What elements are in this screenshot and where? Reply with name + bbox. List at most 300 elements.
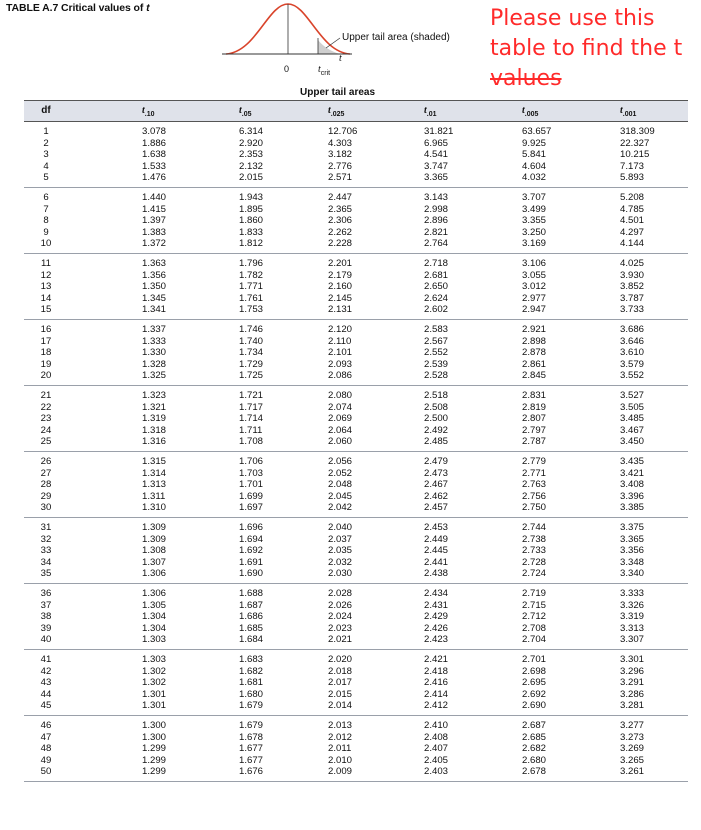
df-cell: 49 (40, 754, 52, 766)
value-cell: 3.273 (620, 731, 645, 743)
table-title-variable: t (146, 2, 150, 14)
df-cell: 47 (40, 731, 52, 743)
df-cell: 10 (40, 238, 52, 250)
value-cell: 2.719 (522, 588, 547, 599)
header-t05-sub: .05 (241, 111, 252, 118)
value-cell: 1.753 (239, 304, 264, 316)
value-cell: 2.080 (328, 390, 353, 401)
value-cell: 1.681 (239, 677, 264, 689)
value-cell: 1.308 (142, 545, 167, 557)
table-row (24, 588, 688, 600)
value-cell: 2.020 (328, 654, 353, 665)
value-cell: 2.447 (328, 192, 353, 203)
row-group (24, 254, 688, 320)
value-cell: 3.396 (620, 490, 645, 502)
value-cell: 3.365 (620, 533, 645, 545)
handwritten-note (490, 4, 700, 94)
value-cell: 2.779 (522, 456, 547, 467)
header-t05 (239, 105, 252, 118)
value-cell: 1.299 (142, 743, 167, 755)
value-cell: 2.093 (328, 358, 353, 370)
shaded-tail-area (318, 40, 340, 54)
value-cell: 2.132 (239, 160, 264, 172)
header-t01 (424, 105, 437, 118)
df-cell: 6 (43, 192, 49, 203)
df-cell: 50 (40, 766, 52, 778)
value-cell: 1.350 (142, 281, 167, 293)
value-cell: 5.841 (522, 149, 547, 161)
value-cell: 2.878 (522, 347, 547, 359)
value-cell: 1.638 (142, 149, 167, 161)
table-row (24, 436, 688, 448)
value-cell: 2.583 (424, 324, 449, 335)
value-cell: 2.947 (522, 304, 547, 316)
value-cell: 2.571 (328, 172, 353, 184)
value-cell: 2.771 (522, 467, 547, 479)
header-t01-sub: .01 (426, 111, 437, 118)
value-cell: 1.708 (239, 436, 264, 448)
value-cell: 2.445 (424, 545, 449, 557)
shaded-area-label: Upper tail area (shaded) (342, 32, 450, 43)
value-cell: 2.037 (328, 533, 353, 545)
value-cell: 2.145 (328, 292, 353, 304)
value-cell: 2.453 (424, 522, 449, 533)
value-cell: 2.831 (522, 390, 547, 401)
value-cell: 4.541 (424, 149, 449, 161)
table-row (24, 534, 688, 546)
value-cell: 3.485 (620, 413, 645, 425)
value-cell: 3.250 (522, 226, 547, 238)
table-row (24, 390, 688, 402)
value-cell: 1.690 (239, 568, 264, 580)
table-row (24, 258, 688, 270)
table-row (24, 600, 688, 612)
value-cell: 4.032 (522, 172, 547, 184)
value-cell: 4.303 (328, 137, 353, 149)
axis-variable-label: t (339, 53, 342, 64)
value-cell: 4.604 (522, 160, 547, 172)
value-cell: 3.610 (620, 347, 645, 359)
value-cell: 2.692 (522, 688, 547, 700)
value-cell: 3.787 (620, 292, 645, 304)
df-cell: 35 (40, 568, 52, 580)
value-cell: 2.018 (328, 665, 353, 677)
value-cell: 3.106 (522, 258, 547, 269)
value-cell: 1.316 (142, 436, 167, 448)
header-t10-sub: .10 (144, 111, 155, 118)
value-cell: 10.215 (620, 149, 650, 161)
header-t025-sub: .025 (330, 111, 345, 118)
value-cell: 3.421 (620, 467, 645, 479)
table-row (24, 161, 688, 173)
table-row (24, 227, 688, 239)
note-line-2: table to find the t (490, 36, 683, 61)
value-cell: 2.567 (424, 335, 449, 347)
value-cell: 2.024 (328, 611, 353, 623)
df-cell: 2 (43, 137, 49, 149)
df-cell: 8 (43, 215, 49, 227)
table-row (24, 270, 688, 282)
df-cell: 34 (40, 556, 52, 568)
header-t025 (328, 105, 344, 118)
table-row (24, 545, 688, 557)
value-cell: 2.418 (424, 665, 449, 677)
row-group (24, 716, 688, 782)
value-cell: 1.319 (142, 413, 167, 425)
value-cell: 2.416 (424, 677, 449, 689)
value-cell: 4.785 (620, 203, 645, 215)
row-group (24, 452, 688, 518)
value-cell: 1.323 (142, 390, 167, 401)
value-cell: 2.101 (328, 347, 353, 359)
value-cell: 2.797 (522, 424, 547, 436)
value-cell: 2.479 (424, 456, 449, 467)
value-cell: 318.309 (620, 126, 655, 137)
value-cell: 22.327 (620, 137, 650, 149)
value-cell: 6.314 (239, 126, 264, 137)
value-cell: 2.410 (424, 720, 449, 731)
value-cell: 2.069 (328, 413, 353, 425)
value-cell: 2.690 (522, 700, 547, 712)
value-cell: 1.476 (142, 172, 167, 184)
value-cell: 2.896 (424, 215, 449, 227)
df-cell: 39 (40, 622, 52, 634)
df-cell: 21 (40, 390, 52, 401)
df-cell: 3 (43, 149, 49, 161)
value-cell: 1.533 (142, 160, 167, 172)
value-cell: 1.313 (142, 479, 167, 491)
value-cell: 1.311 (142, 490, 166, 502)
value-cell: 1.372 (142, 238, 167, 250)
value-cell: 1.711 (239, 424, 263, 436)
df-cell: 43 (40, 677, 52, 689)
value-cell: 9.925 (522, 137, 547, 149)
header-t001-sub: .001 (622, 111, 637, 118)
value-cell: 2.408 (424, 731, 449, 743)
header-t005-main: t (522, 105, 525, 116)
table-row (24, 293, 688, 305)
value-cell: 2.715 (522, 599, 547, 611)
value-cell: 3.499 (522, 203, 547, 215)
df-cell: 24 (40, 424, 52, 436)
value-cell: 1.734 (239, 347, 264, 359)
header-t01-main: t (424, 105, 427, 116)
value-cell: 2.179 (328, 269, 353, 281)
table-row (24, 491, 688, 503)
value-cell: 2.650 (424, 281, 449, 293)
table-row (24, 172, 688, 184)
df-cell: 29 (40, 490, 52, 502)
value-cell: 2.015 (239, 172, 264, 184)
value-cell: 1.682 (239, 665, 264, 677)
row-group (24, 584, 688, 650)
value-cell: 1.356 (142, 269, 167, 281)
value-cell: 2.756 (522, 490, 547, 502)
table-row (24, 336, 688, 348)
value-cell: 3.527 (620, 390, 645, 401)
value-cell: 2.023 (328, 622, 353, 634)
value-cell: 2.528 (424, 370, 449, 382)
table-row (24, 689, 688, 701)
value-cell: 2.438 (424, 568, 449, 580)
value-cell: 1.337 (142, 324, 167, 335)
value-cell: 3.505 (620, 401, 645, 413)
header-t05-main: t (239, 105, 242, 116)
value-cell: 1.691 (239, 556, 264, 568)
value-cell: 1.687 (239, 599, 264, 611)
value-cell: 2.750 (522, 502, 547, 514)
value-cell: 2.500 (424, 413, 449, 425)
value-cell: 1.680 (239, 688, 264, 700)
value-cell: 1.685 (239, 622, 264, 634)
df-cell: 9 (43, 226, 49, 238)
upper-tail-caption: Upper tail areas (300, 87, 376, 98)
value-cell: 2.160 (328, 281, 353, 293)
value-cell: 2.681 (424, 269, 449, 281)
df-cell: 17 (40, 335, 52, 347)
table-row (24, 479, 688, 491)
value-cell: 2.708 (522, 622, 547, 634)
value-cell: 2.807 (522, 413, 547, 425)
table-row (24, 138, 688, 150)
df-cell: 38 (40, 611, 52, 623)
value-cell: 2.920 (239, 137, 264, 149)
value-cell: 1.330 (142, 347, 167, 359)
value-cell: 2.429 (424, 611, 449, 623)
value-cell: 4.501 (620, 215, 645, 227)
value-cell: 2.035 (328, 545, 353, 557)
value-cell: 2.698 (522, 665, 547, 677)
df-cell: 45 (40, 700, 52, 712)
value-cell: 1.717 (239, 401, 264, 413)
value-cell: 1.299 (142, 766, 167, 778)
value-cell: 2.539 (424, 358, 449, 370)
table-header-row (24, 100, 688, 122)
value-cell: 1.721 (239, 390, 264, 401)
row-group (24, 650, 688, 716)
value-cell: 3.340 (620, 568, 645, 580)
table-row (24, 456, 688, 468)
value-cell: 1.678 (239, 731, 264, 743)
value-cell: 2.228 (328, 238, 353, 250)
df-cell: 20 (40, 370, 52, 382)
value-cell: 3.296 (620, 665, 645, 677)
table-row (24, 425, 688, 437)
value-cell: 2.508 (424, 401, 449, 413)
value-cell: 1.305 (142, 599, 167, 611)
value-cell: 4.144 (620, 238, 645, 250)
row-group (24, 122, 688, 188)
value-cell: 3.307 (620, 634, 645, 646)
value-cell: 2.431 (424, 599, 449, 611)
value-cell: 2.060 (328, 436, 353, 448)
value-cell: 2.407 (424, 743, 449, 755)
value-cell: 3.435 (620, 456, 645, 467)
value-cell: 3.686 (620, 324, 645, 335)
value-cell: 1.761 (239, 292, 264, 304)
value-cell: 1.740 (239, 335, 264, 347)
value-cell: 1.696 (239, 522, 264, 533)
value-cell: 2.738 (522, 533, 547, 545)
value-cell: 1.304 (142, 622, 167, 634)
value-cell: 2.414 (424, 688, 449, 700)
value-cell: 4.297 (620, 226, 645, 238)
df-cell: 48 (40, 743, 52, 755)
value-cell: 1.677 (239, 743, 264, 755)
df-cell: 25 (40, 436, 52, 448)
value-cell: 2.426 (424, 622, 449, 634)
value-cell: 1.299 (142, 754, 167, 766)
value-cell: 2.998 (424, 203, 449, 215)
table-row (24, 215, 688, 227)
row-group (24, 320, 688, 386)
value-cell: 1.397 (142, 215, 167, 227)
value-cell: 2.921 (522, 324, 547, 335)
value-cell: 2.728 (522, 556, 547, 568)
df-cell: 12 (40, 269, 52, 281)
table-row (24, 666, 688, 678)
df-cell: 26 (40, 456, 52, 467)
value-cell: 2.021 (328, 634, 353, 646)
value-cell: 2.718 (424, 258, 449, 269)
value-cell: 1.309 (142, 533, 167, 545)
table-row (24, 413, 688, 425)
value-cell: 2.680 (522, 754, 547, 766)
value-cell: 3.326 (620, 599, 645, 611)
value-cell: 3.301 (620, 654, 645, 665)
value-cell: 2.733 (522, 545, 547, 557)
value-cell: 3.261 (620, 766, 645, 778)
value-cell: 1.306 (142, 568, 167, 580)
critical-values-table (24, 100, 688, 782)
table-row (24, 468, 688, 480)
value-cell: 2.845 (522, 370, 547, 382)
value-cell: 1.363 (142, 258, 167, 269)
value-cell: 3.182 (328, 149, 353, 161)
df-cell: 36 (40, 588, 52, 599)
value-cell: 3.319 (620, 611, 645, 623)
value-cell: 2.518 (424, 390, 449, 401)
value-cell: 3.265 (620, 754, 645, 766)
value-cell: 1.697 (239, 502, 264, 514)
value-cell: 1.315 (142, 456, 167, 467)
value-cell: 1.706 (239, 456, 264, 467)
value-cell: 2.434 (424, 588, 449, 599)
value-cell: 1.306 (142, 588, 167, 599)
value-cell: 1.415 (142, 203, 167, 215)
value-cell: 3.286 (620, 688, 645, 700)
value-cell: 2.485 (424, 436, 449, 448)
value-cell: 2.012 (328, 731, 353, 743)
value-cell: 3.707 (522, 192, 547, 203)
df-cell: 33 (40, 545, 52, 557)
value-cell: 1.683 (239, 654, 264, 665)
value-cell: 3.747 (424, 160, 449, 172)
value-cell: 1.895 (239, 203, 264, 215)
value-cell: 12.706 (328, 126, 358, 137)
value-cell: 2.682 (522, 743, 547, 755)
value-cell: 1.833 (239, 226, 264, 238)
table-row (24, 766, 688, 778)
value-cell: 3.269 (620, 743, 645, 755)
df-cell: 22 (40, 401, 52, 413)
header-t005-sub: .005 (524, 111, 539, 118)
df-cell: 46 (40, 720, 52, 731)
value-cell: 3.277 (620, 720, 645, 731)
value-cell: 2.014 (328, 700, 353, 712)
value-cell: 1.729 (239, 358, 264, 370)
value-cell: 1.328 (142, 358, 167, 370)
value-cell: 2.086 (328, 370, 353, 382)
value-cell: 2.015 (328, 688, 353, 700)
t-crit-label (318, 64, 330, 77)
note-line-3: values (490, 66, 562, 91)
value-cell: 2.695 (522, 677, 547, 689)
value-cell: 1.686 (239, 611, 264, 623)
value-cell: 1.333 (142, 335, 167, 347)
value-cell: 1.307 (142, 556, 167, 568)
header-t001-main: t (620, 105, 623, 116)
table-row (24, 755, 688, 767)
value-cell: 2.353 (239, 149, 264, 161)
header-t005 (522, 105, 538, 118)
t-crit-sub: crit (320, 70, 331, 77)
value-cell: 1.301 (142, 688, 167, 700)
value-cell: 2.412 (424, 700, 449, 712)
value-cell: 1.812 (239, 238, 264, 250)
value-cell: 2.624 (424, 292, 449, 304)
value-cell: 1.860 (239, 215, 264, 227)
row-group (24, 518, 688, 584)
value-cell: 1.694 (239, 533, 264, 545)
df-cell: 18 (40, 347, 52, 359)
value-cell: 2.687 (522, 720, 547, 731)
value-cell: 1.886 (142, 137, 167, 149)
value-cell: 2.120 (328, 324, 353, 335)
value-cell: 3.281 (620, 700, 645, 712)
df-cell: 27 (40, 467, 52, 479)
table-row (24, 743, 688, 755)
value-cell: 2.821 (424, 226, 449, 238)
value-cell: 2.473 (424, 467, 449, 479)
value-cell: 2.712 (522, 611, 547, 623)
value-cell: 3.852 (620, 281, 645, 293)
value-cell: 1.304 (142, 611, 167, 623)
value-cell: 1.701 (239, 479, 264, 491)
value-cell: 1.318 (142, 424, 167, 436)
table-body (24, 122, 688, 782)
value-cell: 3.930 (620, 269, 645, 281)
value-cell: 1.684 (239, 634, 264, 646)
value-cell: 3.579 (620, 358, 645, 370)
value-cell: 2.009 (328, 766, 353, 778)
value-cell: 2.074 (328, 401, 353, 413)
df-cell: 37 (40, 599, 52, 611)
value-cell: 2.017 (328, 677, 353, 689)
df-cell: 1 (43, 126, 49, 137)
value-cell: 1.300 (142, 720, 167, 731)
df-cell: 15 (40, 304, 52, 316)
value-cell: 2.492 (424, 424, 449, 436)
value-cell: 2.467 (424, 479, 449, 491)
table-row (24, 557, 688, 569)
df-cell: 41 (40, 654, 52, 665)
value-cell: 2.026 (328, 599, 353, 611)
value-cell: 5.208 (620, 192, 645, 203)
value-cell: 3.375 (620, 522, 645, 533)
value-cell: 2.763 (522, 479, 547, 491)
value-cell: 2.042 (328, 502, 353, 514)
